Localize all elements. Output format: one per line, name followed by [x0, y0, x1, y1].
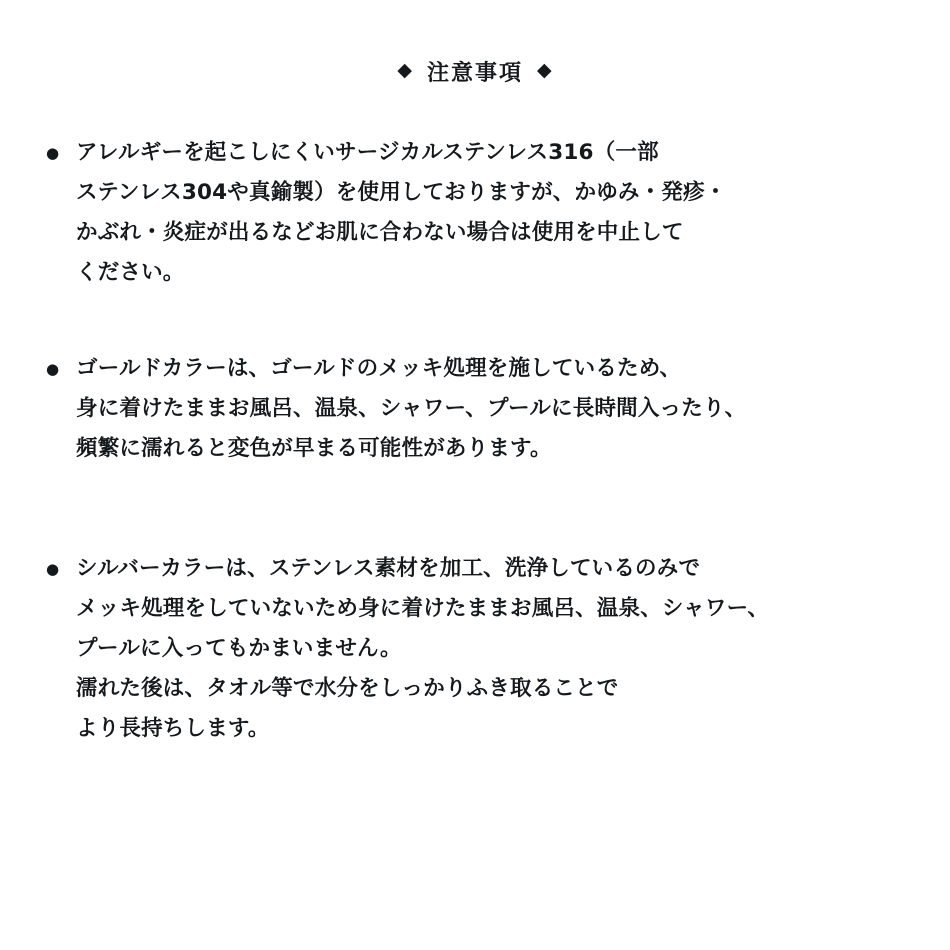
note-text-block: [76, 549, 910, 749]
note-line: ゴールドカラーは、ゴールドのメッキ処理を施しているため、: [76, 356, 682, 381]
spacer: [40, 469, 910, 549]
note-line: シルバーカラーは、ステンレス素材を加工、洗浄しているのみで: [76, 556, 701, 581]
note-line: 濡れた後は、タオル等で水分をしっかりふき取ることで: [76, 676, 619, 701]
list-item: [40, 349, 910, 469]
note-line: ステンレス304や真鍮製）を使用しておりますが、かゆみ・発疹・: [76, 180, 727, 205]
note-line: かぶれ・炎症が出るなどお肌に合わない場合は使用を中止して: [76, 220, 684, 245]
note-line: 頻繁に濡れると変色が早まる可能性があります。: [76, 436, 552, 461]
note-line: より長持ちします。: [76, 716, 270, 741]
diamond-left-icon: ◆: [397, 59, 413, 81]
page-title: [40, 56, 910, 87]
bullet-icon: ●: [46, 360, 60, 378]
list-item: [40, 133, 910, 293]
bullet-icon: ●: [46, 144, 60, 162]
notice-list: [40, 133, 910, 749]
note-text-block: [76, 133, 910, 293]
note-line: ください。: [76, 260, 185, 285]
diamond-right-icon: ◆: [537, 59, 553, 81]
spacer: [40, 293, 910, 349]
note-line: 身に着けたままお風呂、温泉、シャワー、プールに長時間入ったり、: [76, 396, 747, 421]
note-text-block: [76, 349, 910, 469]
note-line: メッキ処理をしていないため身に着けたままお風呂、温泉、シャワー、: [76, 596, 770, 621]
note-line: プールに入ってもかまいません。: [76, 636, 402, 661]
bullet-icon: ●: [46, 560, 60, 578]
note-line: アレルギーを起こしにくいサージカルステンレス316（一部: [76, 140, 659, 165]
page-title-text: 注意事項: [426, 61, 523, 86]
list-item: [40, 549, 910, 749]
